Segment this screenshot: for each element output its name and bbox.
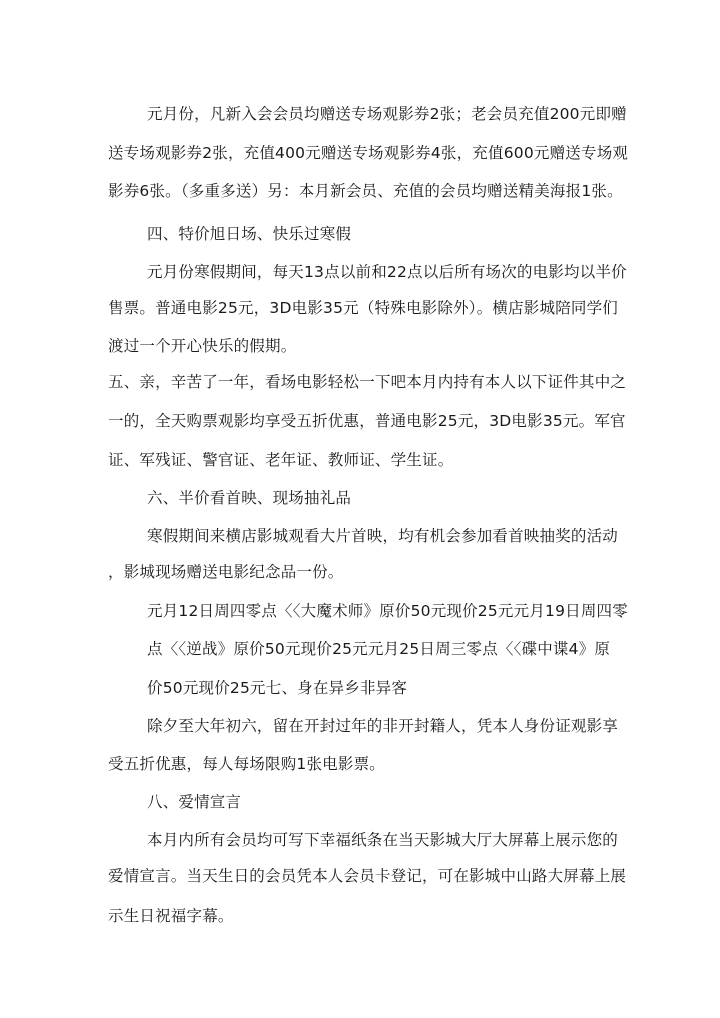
text-line-18: 受五折优惠，每人每场限购1张电影票。 — [108, 755, 385, 773]
section-heading-4: 四、特价旭日场、快乐过寒假 — [147, 225, 352, 243]
text-line-15: 点〈〈逆战》原价50元现价25元元月25日周三零点〈〈碟中谍4》原 — [147, 640, 611, 658]
text-line-7: 渡过一个开心快乐的假期。 — [108, 337, 297, 355]
text-line-22: 示生日祝福字幕。 — [108, 907, 234, 925]
text-line-16: 价50元现价25元七、身在异乡非异客 — [147, 679, 408, 697]
text-line-9: 一的，全天购票观影均享受五折优惠，普通电影25元，3D电影35元。军官 — [108, 412, 626, 430]
text-line-3: 影券6张。（多重多送）另：本月新会员、充值的会员均赠送精美海报1张。 — [108, 182, 623, 200]
text-line-20: 本月内所有会员均可写下幸福纸条在当天影城大厅大屏幕上展示您的 — [147, 831, 619, 849]
section-heading-8: 八、爱情宣言 — [147, 793, 242, 811]
text-line-17: 除夕至大年初六，留在开封过年的非开封籍人，凭本人身份证观影享 — [147, 717, 619, 735]
text-line-5: 元月份寒假期间，每天13点以前和22点以后所有场次的电影均以半价 — [147, 263, 627, 281]
text-line-6: 售票。普通电影25元，3D电影35元（特殊电影除外）。横店影城陪同学们 — [108, 299, 618, 317]
text-line-14: 元月12日周四零点〈〈大魔术师》原价50元现价25元元月19日周四零 — [147, 602, 628, 620]
text-line-21: 爱情宣言。当天生日的会员凭本人会员卡登记，可在影城中山路大屏幕上展 — [108, 867, 627, 885]
text-line-10: 证、军残证、警官证、老年证、教师证、学生证。 — [108, 451, 454, 469]
text-line-2: 送专场观影券2张，充值400元赠送专场观影券4张，充值600元赠送专场观 — [108, 144, 629, 162]
section-heading-6: 六、半价看首映、现场抽礼品 — [147, 489, 352, 507]
section-heading-5: 五、亲，辛苦了一年，看场电影轻松一下吧本月内持有本人以下证件其中之 — [108, 373, 627, 391]
text-line-12: 寒假期间来横店影城观看大片首映，均有机会参加看首映抽奖的活动 — [147, 527, 619, 545]
text-line-13: ，影城现场赠送电影纪念品一份。 — [108, 563, 344, 581]
text-line-1: 元月份，凡新入会会员均赠送专场观影券2张；老会员充值200元即赠 — [147, 105, 627, 123]
